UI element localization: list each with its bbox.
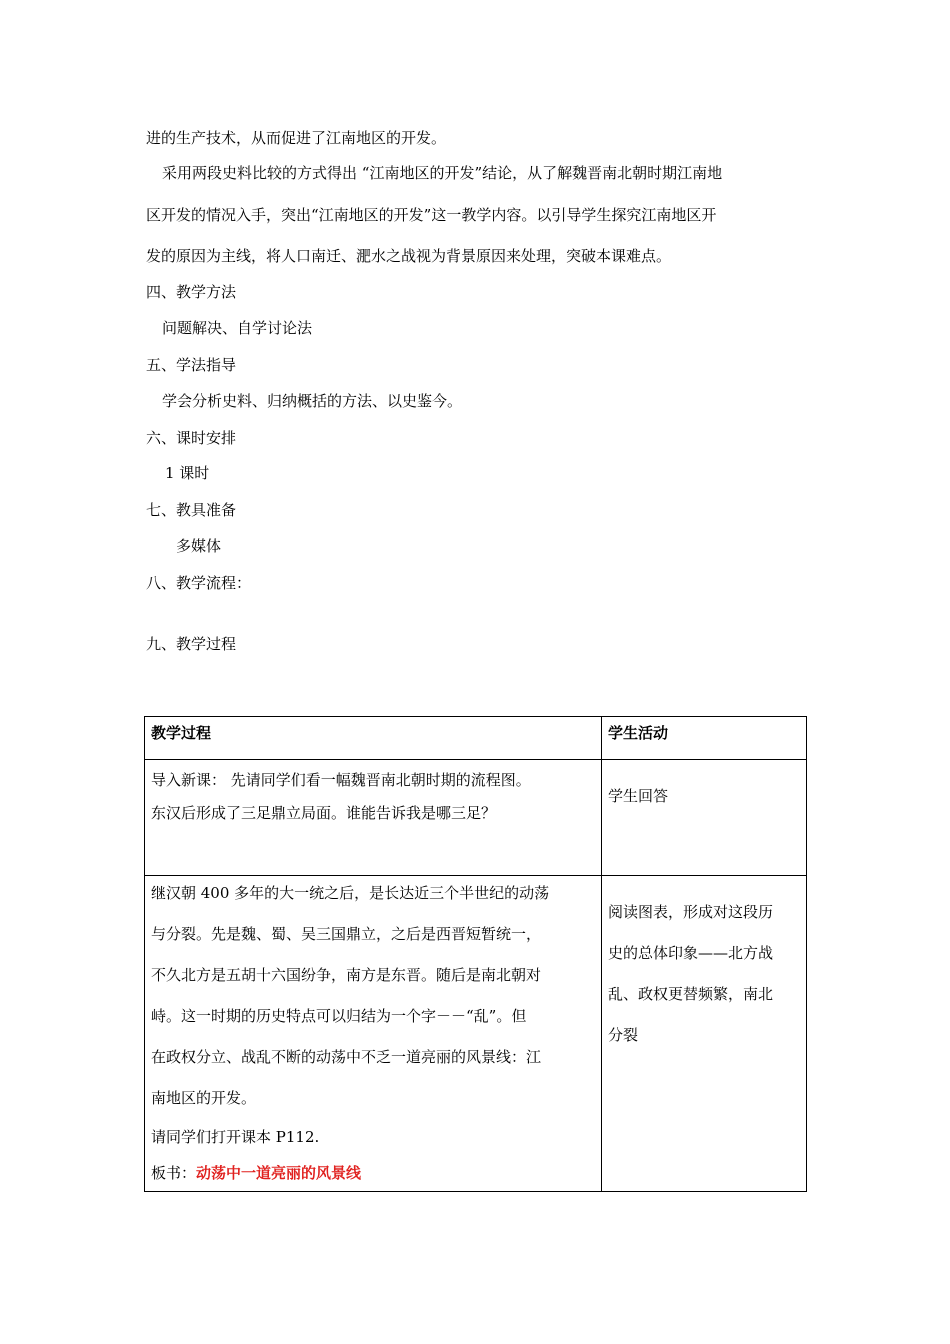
table-cell-activity — [602, 876, 807, 1192]
cell-line: 请同学们打开课本 P112. — [151, 1128, 320, 1146]
cell-line: 继汉朝 400 多年的大一统之后，是长达近三个半世纪的动荡 — [151, 884, 550, 902]
section-heading-materials: 七、教具准备 — [146, 501, 237, 519]
section-body-guidance: 学会分析史料、归纳概括的方法、以史鉴今。 — [162, 392, 463, 410]
table-cell-activity — [602, 760, 807, 876]
cell-line: 与分裂。先是魏、蜀、吴三国鼎立，之后是西晋短暂统一， — [151, 925, 542, 943]
table-header-row — [145, 717, 807, 760]
paragraph-line: 区开发的情况入手，突出“江南地区的开发”这一教学内容。以引导学生探究江南地区开 — [146, 206, 717, 224]
paragraph-line: 采用两段史料比较的方式得出 “江南地区的开发”结论，从了解魏晋南北朝时期江南地 — [162, 164, 723, 182]
paragraph-line: 发的原因为主线，将人口南迁、淝水之战视为背景原因来处理，突破本课难点。 — [146, 247, 672, 265]
cell-line — [151, 1155, 595, 1191]
cell-line: 乱、政权更替频繁，南北 — [608, 985, 774, 1003]
cell-line: 史的总体印象——北方战 — [608, 944, 774, 962]
cell-line: 南地区的开发。 — [151, 1089, 257, 1107]
cell-line: 不久北方是五胡十六国纷争，南方是东晋。随后是南北朝对 — [151, 966, 542, 984]
section-heading-methods: 四、教学方法 — [146, 283, 237, 301]
paragraph-line: 进的生产技术，从而促进了江南地区的开发。 — [146, 129, 447, 147]
cell-line: 在政权分立、战乱不断的动荡中不乏一道亮丽的风景线：江 — [151, 1048, 542, 1066]
section-body-methods: 问题解决、自学讨论法 — [162, 319, 313, 337]
cell-line: 东汉后形成了三足鼎立局面。谁能告诉我是哪三足？ — [151, 804, 497, 822]
cell-line: 导入新课： 先请同学们看一幅魏晋南北朝时期的流程图。 — [151, 771, 531, 789]
board-note-highlight: 动荡中一道亮丽的风景线 — [196, 1164, 362, 1182]
table-cell-process — [145, 876, 602, 1192]
teaching-process-table — [144, 716, 807, 1192]
board-note-label: 板书： — [151, 1164, 197, 1182]
cell-line: 学生回答 — [608, 787, 669, 805]
section-heading-process: 九、教学过程 — [146, 635, 237, 653]
table-cell-process — [145, 760, 602, 876]
section-heading-guidance: 五、学法指导 — [146, 356, 237, 374]
table-row — [145, 760, 807, 876]
section-body-materials: 多媒体 — [176, 537, 222, 555]
section-body-schedule: 1 课时 — [165, 464, 210, 482]
section-heading-schedule: 六、课时安排 — [146, 429, 237, 447]
header-student-activity: 学生活动 — [602, 717, 807, 760]
cell-line: 分裂 — [608, 1026, 639, 1044]
table-row — [145, 876, 807, 1192]
section-heading-flow: 八、教学流程： — [146, 574, 252, 592]
cell-line: 峙。这一时期的历史特点可以归结为一个字－－“乱”。但 — [151, 1007, 527, 1025]
cell-line: 阅读图表，形成对这段历 — [608, 903, 774, 921]
header-teaching-process: 教学过程 — [145, 717, 602, 760]
